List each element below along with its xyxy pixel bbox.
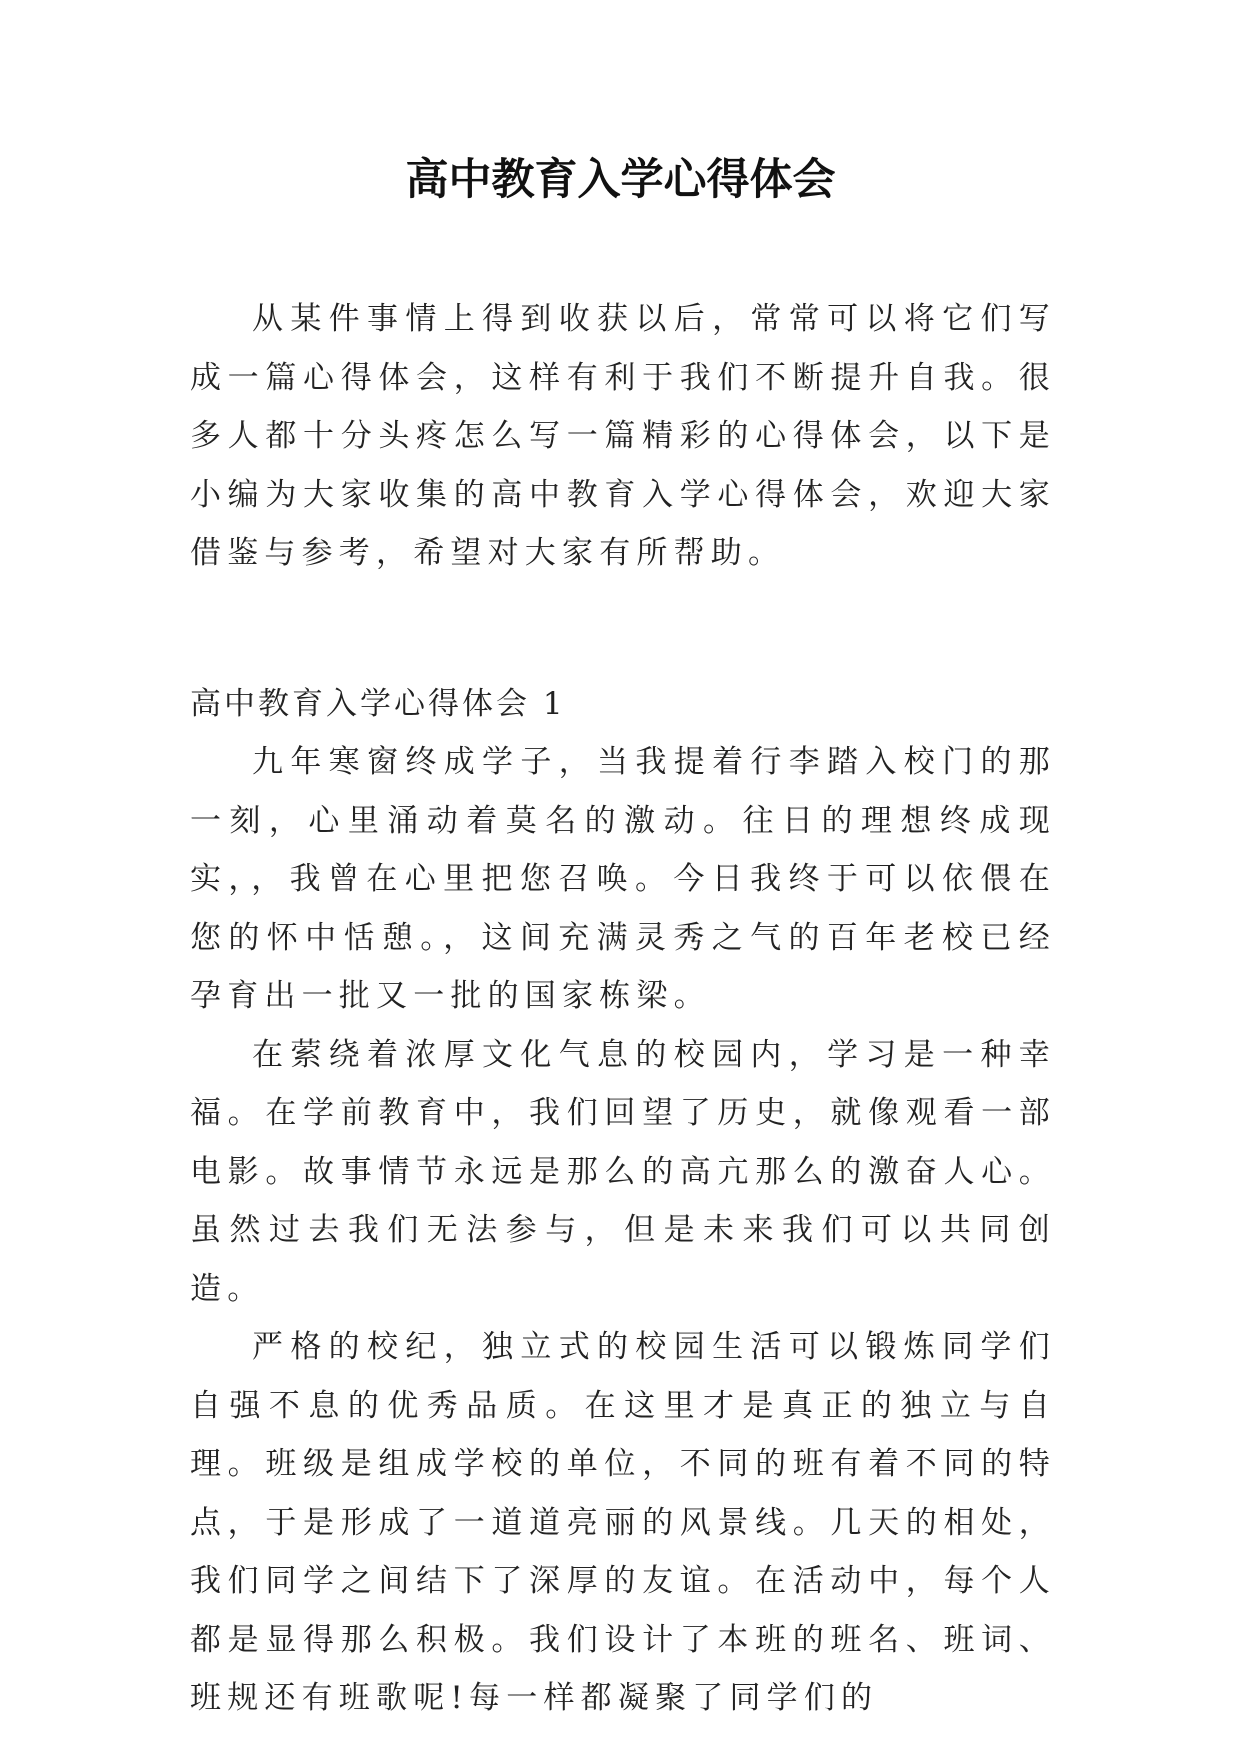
body-paragraph-3: 严格的校纪，独立式的校园生活可以锻炼同学们自强不息的优秀品质。在这里才是真正的独立与自理。班级是组成学校的单位，不同的班有着不同的特点，于是形成了一道道亮丽的风景线。几天的相处，我们同学之间结下了深厚的友谊。在活动中，每个人都是显得那么积极。我们设计了本班的班名、班词、班规还有班歌呢!每一样都凝聚了同学们的: [190, 1329, 1056, 1716]
body-paragraph-2: 在萦绕着浓厚文化气息的校园内，学习是一种幸福。在学前教育中，我们回望了历史，就像观看一部电影。故事情节永远是那么的高亢那么的激奋人心。虽然过去我们无法参与，但是未来我们可以共同创造。: [190, 1036, 1056, 1307]
document-body: [190, 290, 1056, 1728]
document-title: 高中教育入学心得体会: [405, 155, 836, 205]
section-spacer: [190, 583, 1056, 675]
section-heading: 高中教育入学心得体会 1: [190, 685, 566, 722]
intro-paragraph: 从某件事情上得到收获以后，常常可以将它们写成一篇心得体会，这样有利于我们不断提升自我。很多人都十分头疼怎么写一篇精彩的心得体会，以下是小编为大家收集的高中教育入学心得体会，欢迎大家借鉴与参考，希望对大家有所帮助。: [190, 301, 1056, 571]
body-paragraph-1: 九年寒窗终成学子，当我提着行李踏入校门的那一刻，心里涌动着莫名的激动。往日的理想终成现实，，我曾在心里把您召唤。今日我终于可以依偎在您的怀中恬憩。，这间充满灵秀之气的百年老校已经孕育出一批又一批的国家栋梁。: [190, 744, 1056, 1014]
